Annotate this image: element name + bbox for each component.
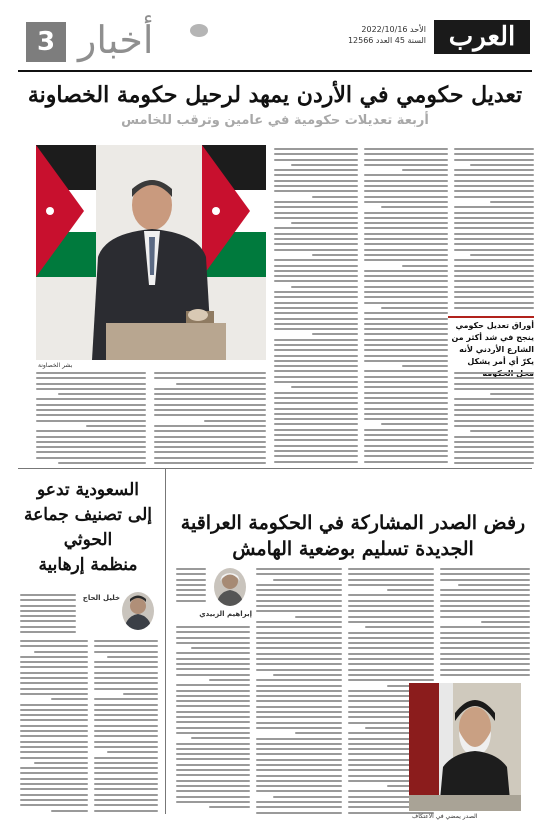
saudi-writer-portrait bbox=[122, 592, 154, 630]
lead-photo bbox=[36, 145, 266, 360]
lead-text-column-3 bbox=[274, 148, 358, 466]
saudi-headline-line-2: إلى تصنيف جماعة الحوثي bbox=[23, 505, 152, 550]
speech-bubble-icon bbox=[190, 24, 208, 37]
saudi-text-column-1a bbox=[20, 594, 76, 634]
newspaper-logo: العرب bbox=[434, 20, 530, 54]
masthead bbox=[0, 0, 550, 78]
lead-text-column-1b bbox=[454, 372, 534, 466]
iraq-headline bbox=[178, 510, 528, 562]
section-divider bbox=[18, 468, 532, 469]
iraq-headline-line-2: الجديدة تسليم بوضعية الهامش bbox=[232, 538, 474, 560]
iraq-writer-byline: إبراهيم الزبيدي bbox=[199, 610, 252, 618]
lead-headline: تعديل حكومي في الأردن يمهد لرحيل حكومة الخصاونة bbox=[27, 82, 523, 108]
column-divider bbox=[165, 468, 166, 814]
iraq-headline-line-1: رفض الصدر المشاركة في الحكومة العراقية bbox=[180, 512, 526, 534]
saudi-text-column-2 bbox=[20, 640, 88, 814]
lead-subheadline: أربعة تعديلات حكومية في عامين وترقب للخامس bbox=[121, 113, 429, 128]
iraq-text-column-4a bbox=[176, 568, 206, 608]
saudi-headline-line-3: منظمة إرهابية bbox=[38, 555, 138, 575]
pullquote: أوراق تعديل حكومي ينجح في شد أكثر من الشارع الأردني لأنه يكرّ أي أمر يشكل bbox=[451, 321, 534, 366]
page-number: 3 bbox=[26, 22, 66, 62]
lead-text-column-5 bbox=[36, 372, 146, 466]
iraq-writer-portrait bbox=[214, 568, 246, 606]
issue-number: السنة 45 العدد 12566 bbox=[347, 36, 426, 45]
iraq-photo-caption: الصدر يمضي في الاعتكاف bbox=[412, 813, 478, 820]
saudi-text-column-1 bbox=[94, 640, 158, 814]
iraq-text-column-3 bbox=[256, 568, 342, 814]
masthead-rule bbox=[18, 70, 532, 72]
iraq-text-column-4 bbox=[176, 626, 250, 814]
lead-text-column-4 bbox=[154, 372, 266, 466]
writer-portrait-icon bbox=[214, 568, 246, 606]
jordan-flag-right bbox=[202, 145, 266, 277]
saudi-writer-byline: خليل الحاج bbox=[82, 594, 120, 602]
lead-text-column-1 bbox=[454, 148, 534, 312]
writer-portrait-icon bbox=[122, 592, 154, 630]
saudi-headline-line-1: السعودية تدعو bbox=[37, 480, 139, 500]
section-title: أخبار bbox=[78, 18, 154, 62]
lead-text-column-2 bbox=[364, 148, 448, 466]
iraq-text-column-1 bbox=[440, 568, 530, 678]
iraq-photo bbox=[409, 683, 521, 811]
prime-minister-photo bbox=[36, 145, 266, 360]
pullquote-rule bbox=[448, 316, 534, 318]
sadr-photo bbox=[409, 683, 521, 811]
lead-photo-caption: بشر الخصاونة bbox=[38, 362, 73, 369]
jordan-flag-left bbox=[36, 145, 96, 277]
issue-info bbox=[348, 24, 426, 46]
issue-date: الأحد 2022/10/16 bbox=[361, 25, 426, 34]
saudi-headline bbox=[18, 478, 158, 578]
